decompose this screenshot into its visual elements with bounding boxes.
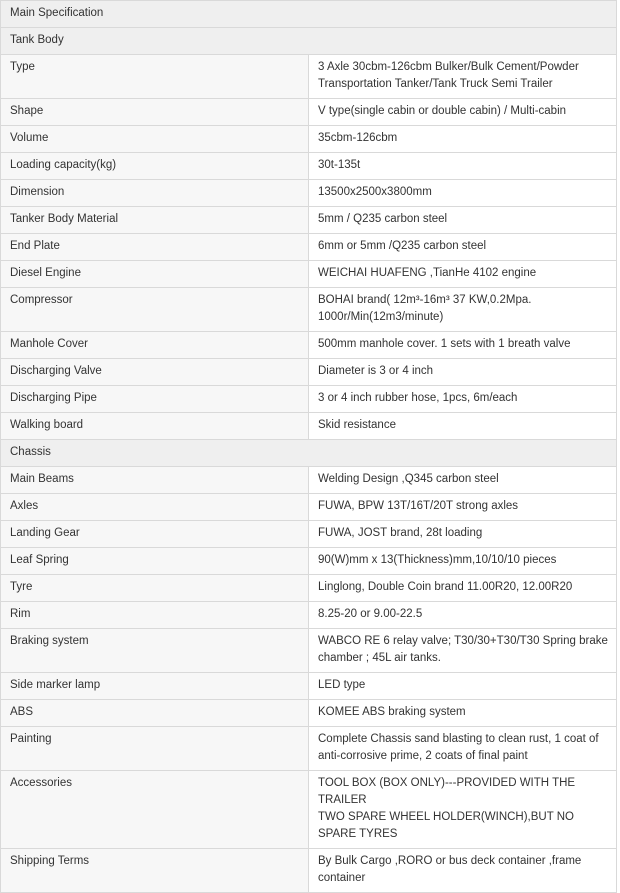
spec-value: 6mm or 5mm /Q235 carbon steel — [309, 234, 617, 261]
spec-value-line: TOOL BOX (BOX ONLY)---PROVIDED WITH THE TRAILER — [318, 777, 576, 806]
spec-label: End Plate — [1, 234, 309, 261]
spec-value: 35cbm-126cbm — [309, 126, 617, 153]
spec-value: Linglong, Double Coin brand 11.00R20, 12.00R20 — [309, 575, 617, 602]
spec-value: BOHAI brand( 12m³-16m³ 37 KW,0.2Mpa. 1000r/Min(12m3/minute) — [309, 288, 617, 332]
spec-label: Loading capacity(kg) — [1, 153, 309, 180]
table-row — [1, 700, 617, 727]
table-row — [1, 359, 617, 386]
table-row — [1, 494, 617, 521]
spec-value: Complete Chassis sand blasting to clean rust, 1 coat of anti-corrosive prime, 2 coats of final paint — [309, 727, 617, 771]
table-title-row — [1, 1, 617, 28]
table-row — [1, 332, 617, 359]
spec-label: Shipping Terms — [1, 849, 309, 893]
spec-label: Main Beams — [1, 467, 309, 494]
spec-label: Discharging Pipe — [1, 386, 309, 413]
spec-label: Rim — [1, 602, 309, 629]
spec-value: WEICHAI HUAFENG ,TianHe 4102 engine — [309, 261, 617, 288]
table-row — [1, 153, 617, 180]
spec-value: 90(W)mm x 13(Thickness)mm,10/10/10 pieces — [309, 548, 617, 575]
spec-value: Diameter is 3 or 4 inch — [309, 359, 617, 386]
table-row — [1, 55, 617, 99]
spec-label: Type — [1, 55, 309, 99]
spec-label: Accessories — [1, 771, 309, 849]
spec-label: ABS — [1, 700, 309, 727]
spec-label: Walking board — [1, 413, 309, 440]
table-row — [1, 548, 617, 575]
spec-label: Shape — [1, 99, 309, 126]
spec-label: Side marker lamp — [1, 673, 309, 700]
spec-label: Diesel Engine — [1, 261, 309, 288]
section-header-row — [1, 28, 617, 55]
spec-value: WABCO RE 6 relay valve; T30/30+T30/T30 Spring brake chamber ; 45L air tanks. — [309, 629, 617, 673]
table-row — [1, 602, 617, 629]
section-chassis: Chassis — [1, 440, 617, 467]
spec-value: FUWA, BPW 13T/16T/20T strong axles — [309, 494, 617, 521]
spec-value: Welding Design ,Q345 carbon steel — [309, 467, 617, 494]
table-row — [1, 99, 617, 126]
table-title: Main Specification — [1, 1, 617, 28]
spec-value: 30t-135t — [309, 153, 617, 180]
spec-label: Tanker Body Material — [1, 207, 309, 234]
spec-label: Braking system — [1, 629, 309, 673]
table-row — [1, 207, 617, 234]
spec-value: V type(single cabin or double cabin) / Multi-cabin — [309, 99, 617, 126]
section-header-row — [1, 440, 617, 467]
spec-label: Discharging Valve — [1, 359, 309, 386]
spec-label: Dimension — [1, 180, 309, 207]
spec-value: Skid resistance — [309, 413, 617, 440]
spec-value: 13500x2500x3800mm — [309, 180, 617, 207]
spec-label: Manhole Cover — [1, 332, 309, 359]
table-row — [1, 673, 617, 700]
spec-value: By Bulk Cargo ,RORO or bus deck container ,frame container — [309, 849, 617, 893]
spec-label: Leaf Spring — [1, 548, 309, 575]
spec-value: FUWA, JOST brand, 28t loading — [309, 521, 617, 548]
table-row — [1, 386, 617, 413]
table-row — [1, 629, 617, 673]
table-row — [1, 727, 617, 771]
spec-value: 3 or 4 inch rubber hose, 1pcs, 6m/each — [309, 386, 617, 413]
spec-value: 5mm / Q235 carbon steel — [309, 207, 617, 234]
section-tank-body: Tank Body — [1, 28, 617, 55]
table-row — [1, 288, 617, 332]
spec-value: 500mm manhole cover. 1 sets with 1 breath valve — [309, 332, 617, 359]
spec-value — [309, 771, 617, 849]
table-row — [1, 126, 617, 153]
table-row — [1, 771, 617, 849]
table-row — [1, 413, 617, 440]
table-row — [1, 575, 617, 602]
table-row — [1, 180, 617, 207]
spec-label: Tyre — [1, 575, 309, 602]
table-row — [1, 234, 617, 261]
spec-value: 8.25-20 or 9.00-22.5 — [309, 602, 617, 629]
spec-value: KOMEE ABS braking system — [309, 700, 617, 727]
spec-value: LED type — [309, 673, 617, 700]
table-row — [1, 467, 617, 494]
spec-label: Axles — [1, 494, 309, 521]
spec-label: Painting — [1, 727, 309, 771]
spec-label: Volume — [1, 126, 309, 153]
spec-value: 3 Axle 30cbm-126cbm Bulker/Bulk Cement/Powder Transportation Tanker/Tank Truck Semi Trailer — [309, 55, 617, 99]
table-row — [1, 521, 617, 548]
spec-value-line: TWO SPARE WHEEL HOLDER(WINCH),BUT NO SPARE TYRES — [318, 811, 574, 840]
table-row — [1, 261, 617, 288]
spec-label: Landing Gear — [1, 521, 309, 548]
table-row — [1, 849, 617, 893]
spec-label: Compressor — [1, 288, 309, 332]
